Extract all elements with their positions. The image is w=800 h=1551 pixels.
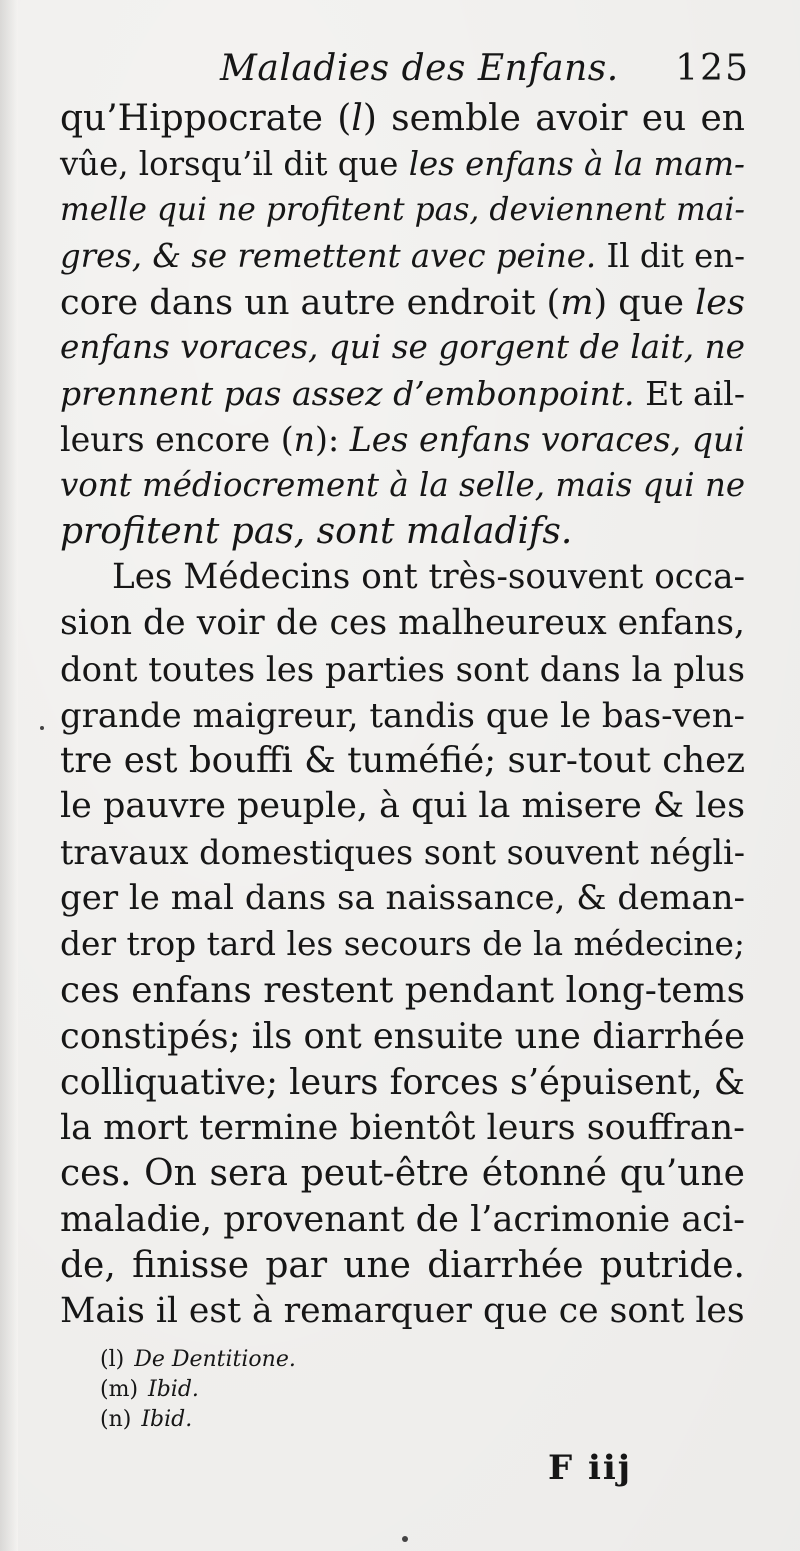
footnote-mark: (m) xyxy=(100,1377,139,1402)
text-line xyxy=(60,601,745,647)
text-segment: ger le mal dans sa naissance, & deman- xyxy=(60,878,745,919)
text-line xyxy=(60,188,745,234)
italic-text: vont médiocrement à la selle, mais qui ne xyxy=(60,466,745,505)
footnote-mark: (l) xyxy=(100,1347,125,1372)
text-line xyxy=(60,96,745,142)
text-line xyxy=(60,693,745,739)
text-line xyxy=(60,968,745,1014)
text-line xyxy=(60,830,745,876)
text-line xyxy=(60,509,745,555)
footnote-text: Ibid. xyxy=(148,1377,199,1402)
italic-text: les enfans à la mam- xyxy=(408,144,745,183)
text-line xyxy=(60,876,745,922)
footnote xyxy=(100,1345,600,1375)
text-line xyxy=(60,555,745,601)
text-line xyxy=(60,1106,745,1152)
text-line xyxy=(60,142,745,188)
text-segment: Et ail- xyxy=(634,374,745,414)
text-segment: ): xyxy=(315,420,350,460)
italic-text: melle qui ne profitent pas, deviennent mai- xyxy=(60,191,745,228)
text-segment: grande maigreur, tandis que le bas-ven- xyxy=(60,695,745,735)
text-line xyxy=(60,280,745,326)
text-segment: constipés; ils ont ensuite une diarrhée xyxy=(60,1015,745,1057)
italic-text: l xyxy=(351,98,363,139)
italic-text: m xyxy=(560,281,594,323)
italic-text: n xyxy=(293,420,316,460)
text-line xyxy=(60,417,745,463)
footnote-text: De Dentitione. xyxy=(134,1347,296,1372)
text-line xyxy=(60,647,745,693)
ink-speck xyxy=(402,1536,408,1542)
text-line xyxy=(60,234,745,280)
footnote xyxy=(100,1375,600,1405)
text-line xyxy=(60,463,745,509)
text-segment: maladie, provenant de l’acrimonie aci- xyxy=(60,1199,745,1241)
italic-text: Les enfans voraces, qui xyxy=(349,420,745,460)
text-segment: ces enfans restent pendant long-tems xyxy=(60,969,745,1011)
footnote xyxy=(100,1405,600,1435)
text-line xyxy=(60,738,745,784)
text-line xyxy=(60,784,745,830)
text-segment: dont toutes les parties sont dans la plus xyxy=(60,649,745,689)
italic-text: gres, & se remettent avec peine. xyxy=(60,236,597,275)
page-number: 125 xyxy=(675,48,750,89)
text-segment: Les Médecins ont très-souvent occa- xyxy=(112,556,745,597)
text-line xyxy=(60,1014,745,1060)
text-segment: vûe, lorsqu’il dit que xyxy=(60,144,409,183)
text-line xyxy=(60,371,745,417)
footnote-mark: (n) xyxy=(100,1407,132,1432)
text-segment: core dans un autre endroit ( xyxy=(60,281,561,323)
text-segment: de, finisse par une diarrhée putride. xyxy=(60,1245,745,1287)
text-segment: sion de voir de ces malheureux enfans, xyxy=(60,602,745,643)
text-segment: Il dit en- xyxy=(596,236,745,275)
running-title: Maladies des Enfans. xyxy=(220,48,619,89)
text-segment: ) semble avoir eu en xyxy=(362,98,745,139)
text-line xyxy=(60,325,745,371)
ink-speck xyxy=(40,726,44,730)
body-text xyxy=(60,96,745,1335)
text-segment: colliquative; leurs forces s’épuisent, & xyxy=(60,1061,745,1103)
text-segment: ces. On sera peut-être étonné qu’une xyxy=(60,1153,745,1195)
text-segment: der trop tard les secours de la médecine; xyxy=(60,925,745,964)
binding-shadow xyxy=(0,0,18,1551)
footnotes xyxy=(100,1345,600,1435)
text-segment: travaux domestiques sont souvent négli- xyxy=(60,833,745,873)
italic-text: prennent pas assez d’embonpoint. xyxy=(60,374,635,414)
text-segment: ) que xyxy=(593,281,696,323)
signature-mark: F iij xyxy=(548,1448,633,1488)
footnote-text: Ibid. xyxy=(141,1407,193,1432)
text-line xyxy=(60,922,745,968)
text-segment: la mort termine bientôt leurs souffran- xyxy=(60,1107,745,1148)
text-segment: qu’Hippocrate ( xyxy=(60,98,352,139)
text-line xyxy=(60,1289,745,1335)
italic-text: les xyxy=(695,281,745,323)
text-line xyxy=(60,1243,745,1289)
text-line xyxy=(60,1060,745,1106)
italic-text: enfans voraces, qui se gorgent de lait, ne xyxy=(60,328,745,367)
text-segment: leurs encore ( xyxy=(60,420,294,460)
text-line xyxy=(60,1151,745,1197)
italic-text: profitent pas, sont maladifs. xyxy=(60,511,573,553)
text-segment: Mais il est à remarquer que ce sont les xyxy=(60,1291,745,1332)
text-segment: le pauvre peuple, à qui la misere & les xyxy=(60,786,746,827)
text-segment: tre est bouffi & tuméfié; sur-tout chez xyxy=(60,740,745,782)
text-line xyxy=(60,1197,745,1243)
